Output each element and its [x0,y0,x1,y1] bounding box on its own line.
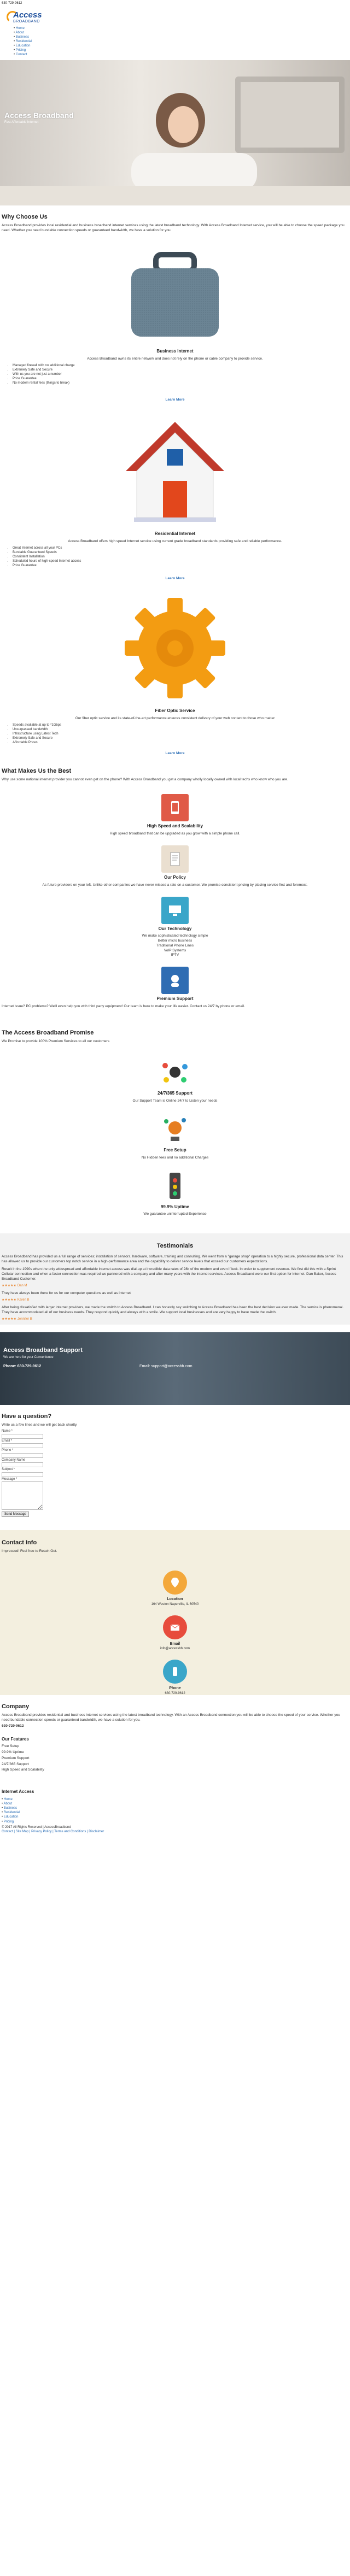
list-item: • Infrastructure using Latest Tech [13,732,348,736]
service-desc: Our fiber optic service and its state-of-the-art performance ensures consistent delivery of your web content to those who matter [75,716,275,720]
learn-more-link[interactable]: Learn More [165,577,185,581]
question-intro: Write us a few lines and we will get back shortly. [2,1423,78,1427]
nav-item-business[interactable] [14,35,350,39]
rating-stars: ★★★★★ [2,1298,16,1302]
best-text: We make sophisticated technology simple Better micro business Traditional Phone Lines VoIP Systems IPTV [142,934,208,957]
footer-link-text[interactable]: Pricing [3,1820,14,1824]
contact-value[interactable]: info@accessbb.com [160,1647,190,1651]
service-features [13,546,348,568]
support-banner [0,1332,350,1405]
subject-label: Subject * [2,1468,15,1472]
site-logo[interactable] [5,9,55,25]
briefcase-icon [126,244,224,342]
technology-icon [161,897,189,924]
footer-link[interactable] [2,1797,348,1802]
support-subtitle: We are here for your Convenience [3,1356,54,1360]
contact-value: 630-729-9612 [165,1691,185,1695]
testimonials-intro: Access Broadband has provided us a full range of services; installation of sensors, hardware, software, training and consulting. We went from a "garage shop" operation to a highly secure, professional data center. This has allowed us to provide our customers top notch service in a high-performance area and the capability to deliver service levels that exceed our customers expectations. [2,1254,343,1263]
service-title: Business Internet [156,349,194,354]
service-desc: Access Broadband owns its entire network and does not rely on the phone or cable company to provide service. [87,357,263,361]
best-text: Internet issue? PC problems? We'll even help you with third party equipment! Our team is here to make your life easier. Contact us 24/7 by phone or email. [2,1004,245,1009]
nav-item-home[interactable] [14,26,350,31]
feature-item: Free Setup [2,1744,20,1749]
legal-links[interactable]: Contact | Site Map | Privacy Policy | Terms and Conditions | Disclaimer [2,1830,104,1833]
headset-icon [159,1056,191,1089]
learn-more-link[interactable]: Learn More [165,397,185,402]
question-form [0,1413,350,1517]
nav-link[interactable]: About [15,31,25,35]
footer-link[interactable] [2,1820,348,1824]
name-field[interactable] [2,1434,43,1439]
support-title: Access Broadband Support [3,1347,83,1354]
subject-field[interactable] [2,1472,43,1477]
list-item: • Speeds available at up to *1Gbps [13,723,348,727]
why-intro: Access Broadband provides local residential and business broadband internet services using the latest broadband technology. With Access Broadband Internet service, you will be able to choose the speed package you need. Whether you need bundable connection speeds or guaranteed bandwidth, we have a solution for you. [2,223,345,232]
contact-info-section [0,1530,350,1695]
company-label: Company Name [2,1458,26,1462]
feature-item: High Speed and Scalability [2,1768,44,1772]
topbar-phone: 630-729-9612 [2,2,22,5]
rating-stars: ★★★★★ [2,1317,16,1321]
setup-icon [159,1113,191,1145]
promise-title: 99.9% Uptime [160,1204,190,1209]
promise-text: No Hidden fees and no additional Charges [141,1155,209,1160]
hero-banner [0,60,350,205]
promise-title: 24/7/365 Support [157,1091,193,1096]
promise-text: We guarantee uninterrupted Experience [143,1212,207,1216]
best-text: As future providers on your left. Unlike other companies we have never missed a rate on a customer. We promise consistent pricing by placing service first and foremost. [42,883,308,887]
logo-word: Access [13,10,42,20]
testimonials-heading: Testimonials [156,1243,194,1250]
best-title: Our Technology [158,926,192,931]
list-item: • Unsurpassed bandwidth [13,727,348,732]
footer-link[interactable] [2,1806,348,1810]
contact-label: Email [170,1642,180,1646]
list-item: • Price Guarantee [13,563,348,568]
company-heading: Company [2,1703,30,1710]
hero-title: Access Broadband [4,111,74,120]
list-item: • Scheduled hours of high-speed Internet access [13,559,348,563]
email-field[interactable] [2,1443,43,1448]
footer-link-text[interactable]: Home [3,1798,13,1802]
promise-intro: We Promise to provide 100% Premium Services to all our customers [2,1039,110,1043]
speed-icon [161,794,189,821]
service-features [13,723,348,745]
features-heading: Our Features [2,1736,29,1742]
rating-stars: ★★★★★ [2,1284,16,1287]
message-label: Message * [2,1477,18,1481]
hero-photo [0,60,350,205]
best-item-technology [2,897,348,958]
why-heading: Why Choose Us [2,214,48,221]
list-item: • Bundable Guaranteed Speeds [13,550,348,555]
feature-item: 24/7/365 Support [2,1762,29,1766]
policy-icon [161,845,189,873]
testimonials-section [0,1233,350,1325]
uptime-icon [159,1169,191,1202]
footer-links-heading: Internet Access [2,1789,34,1795]
footer-link[interactable] [2,1802,348,1806]
promise-item-support [2,1056,348,1104]
footer-link[interactable] [2,1810,348,1815]
service-business [2,244,348,402]
testimonial [2,1291,348,1302]
testimonial-text: Result in the 1990s when the only widespread and affordable internet access was dial-up at incredible data rates of 28k of the modem and even if luck. In order to supplement revenue. We first did this with a Sprint Cellular connection and when a faster connection was required we partnered with a company and after many years with the internet services. Access Broadband were our first option for internet. Dan Baker, Access Broadband Customer. [2,1267,336,1281]
list-item: • Price Guarantee [13,377,348,381]
list-item: • Affordable Prices [13,740,348,745]
best-title: High Speed and Scalability [147,824,203,829]
nav-link[interactable]: Home [15,27,25,31]
testimonial-text: They have always been there for us for our computer questions as well as internet [2,1291,131,1296]
footer-link-text[interactable]: Education [3,1815,19,1819]
nav-item-about[interactable] [14,31,350,35]
promise-title: Free Setup [164,1147,186,1152]
best-item-support [2,967,348,1009]
nav-item-contact[interactable] [14,52,350,57]
contact-location [2,1571,348,1607]
footer-link[interactable] [2,1815,348,1819]
contact-heading: Contact Info [2,1539,37,1546]
nav-item-residential[interactable] [14,39,350,44]
company-field[interactable] [2,1462,43,1467]
feature-item: Premium Support [2,1756,30,1760]
promise-item-setup [2,1113,348,1161]
service-residential [2,416,348,581]
list-item: • Managed firewall with no additional charge [13,363,348,368]
support-phone: Phone: 630-729-9612 [3,1365,42,1369]
location-icon [163,1571,187,1595]
nav-item-education[interactable] [14,44,350,48]
support-icon [161,967,189,994]
list-item: • Extremely Safe and Secure [13,368,348,372]
testimonial-author: Dan M [17,1284,27,1287]
send-message-button[interactable]: Send Message [2,1512,29,1517]
nav-link[interactable]: Business [15,36,30,39]
testimonial [2,1267,348,1288]
main-nav [14,26,350,57]
testimonial-author: Karen B [17,1298,30,1302]
nav-link[interactable]: Residential [15,40,32,44]
copyright: © 2017 All Rights Reserved | AccessBroadband [2,1825,71,1829]
list-item: • Great Internet across all your PCs [13,546,348,550]
logo-sub: BROADBAND [13,20,40,24]
service-fiber [2,593,348,756]
service-title: Residential Internet [154,531,196,537]
best-title: Our Policy [164,875,186,880]
phone-icon [163,1660,187,1684]
service-title: Fiber Optic Service [155,708,195,714]
footer-links [2,1797,348,1824]
contact-phone [2,1660,348,1696]
best-title: Premium Support [156,996,194,1002]
hero-subtitle: Fast Affordable Internet [4,121,39,125]
contact-email [2,1615,348,1651]
company-text: Access Broadband provides residential and business internet services using the latest broadband technology. With an Access Broadband connection you will be able to choose the speed of your service. Whether you need bundable connection speeds or guaranteed bandwidth, we have a solution for you. [2,1713,340,1722]
contact-intro: Impressed! Feel free to Reach Out. [2,1549,57,1554]
list-item: • No modem rental fees (things to break) [13,381,348,385]
list-item: • Extremely Safe and Secure [13,736,348,740]
contact-label: Location [167,1597,183,1602]
message-field[interactable] [2,1481,43,1510]
footer-link-text[interactable]: About [3,1802,13,1806]
service-desc: Access Broadband offers high speed Internet service using current grade broadband standards providing safe and reliable performance. [68,539,282,544]
promise-heading: The Access Broadband Promise [2,1029,94,1036]
best-item-speed [2,794,348,837]
testimonial-author: Jennifer B [17,1317,32,1321]
phone-label: Phone * [2,1449,14,1452]
service-features [13,363,348,385]
best-intro: Why use some national internet provider you cannot even get on the phone? With Access Broadband you get a company wholly locally owned with local techs who know who you are. [2,777,288,781]
nav-link[interactable]: Contact [15,53,27,57]
promise-text: Our Support Team is Online 24/7 to Listen your needs [132,1099,218,1103]
list-item: • With us you are not just a number [13,372,348,377]
footer-link-text[interactable]: Business [3,1807,18,1810]
nav-link[interactable]: Pricing [15,49,26,52]
nav-link[interactable]: Education [15,44,31,48]
footer-link-text[interactable]: Residential [3,1811,20,1815]
envelope-icon [163,1615,187,1639]
learn-more-link[interactable]: Learn More [165,751,185,756]
feature-item: 99.9% Uptime [2,1750,24,1755]
phone-field[interactable] [2,1453,43,1458]
house-icon [120,416,230,526]
company-phone: 630-729-9612 [2,1724,24,1728]
list-item: • Consistent Installation [13,555,348,559]
contact-label: Phone [169,1686,181,1691]
name-label: Name * [2,1429,13,1433]
testimonial [2,1305,348,1321]
nav-item-pricing[interactable] [14,48,350,52]
promise-item-uptime [2,1169,348,1218]
testimonial-text: After being dissatisfied with larger internet providers, we made the switch to Access Broadband. I can honestly say switching to Access Broadband has been the best decision we ever made. The service is phenomenal. They have accommodated all of our business needs. They respond quickly and always with a smile. We support local businesses and are very happy to have made the switch. [2,1305,344,1315]
gear-icon [120,593,230,703]
best-heading: What Makes Us the Best [2,767,72,774]
contact-value: 164 Weston Naperville, IL 60540 [151,1602,199,1606]
support-email[interactable]: Email: support@accessbb.com [139,1365,192,1369]
footer [0,1703,350,1833]
best-item-policy [2,845,348,888]
question-heading: Have a question? [2,1413,52,1420]
best-text: High speed broadband that can be upgraded as you grow with a simple phone call. [109,832,241,836]
email-label: Email * [2,1439,13,1443]
